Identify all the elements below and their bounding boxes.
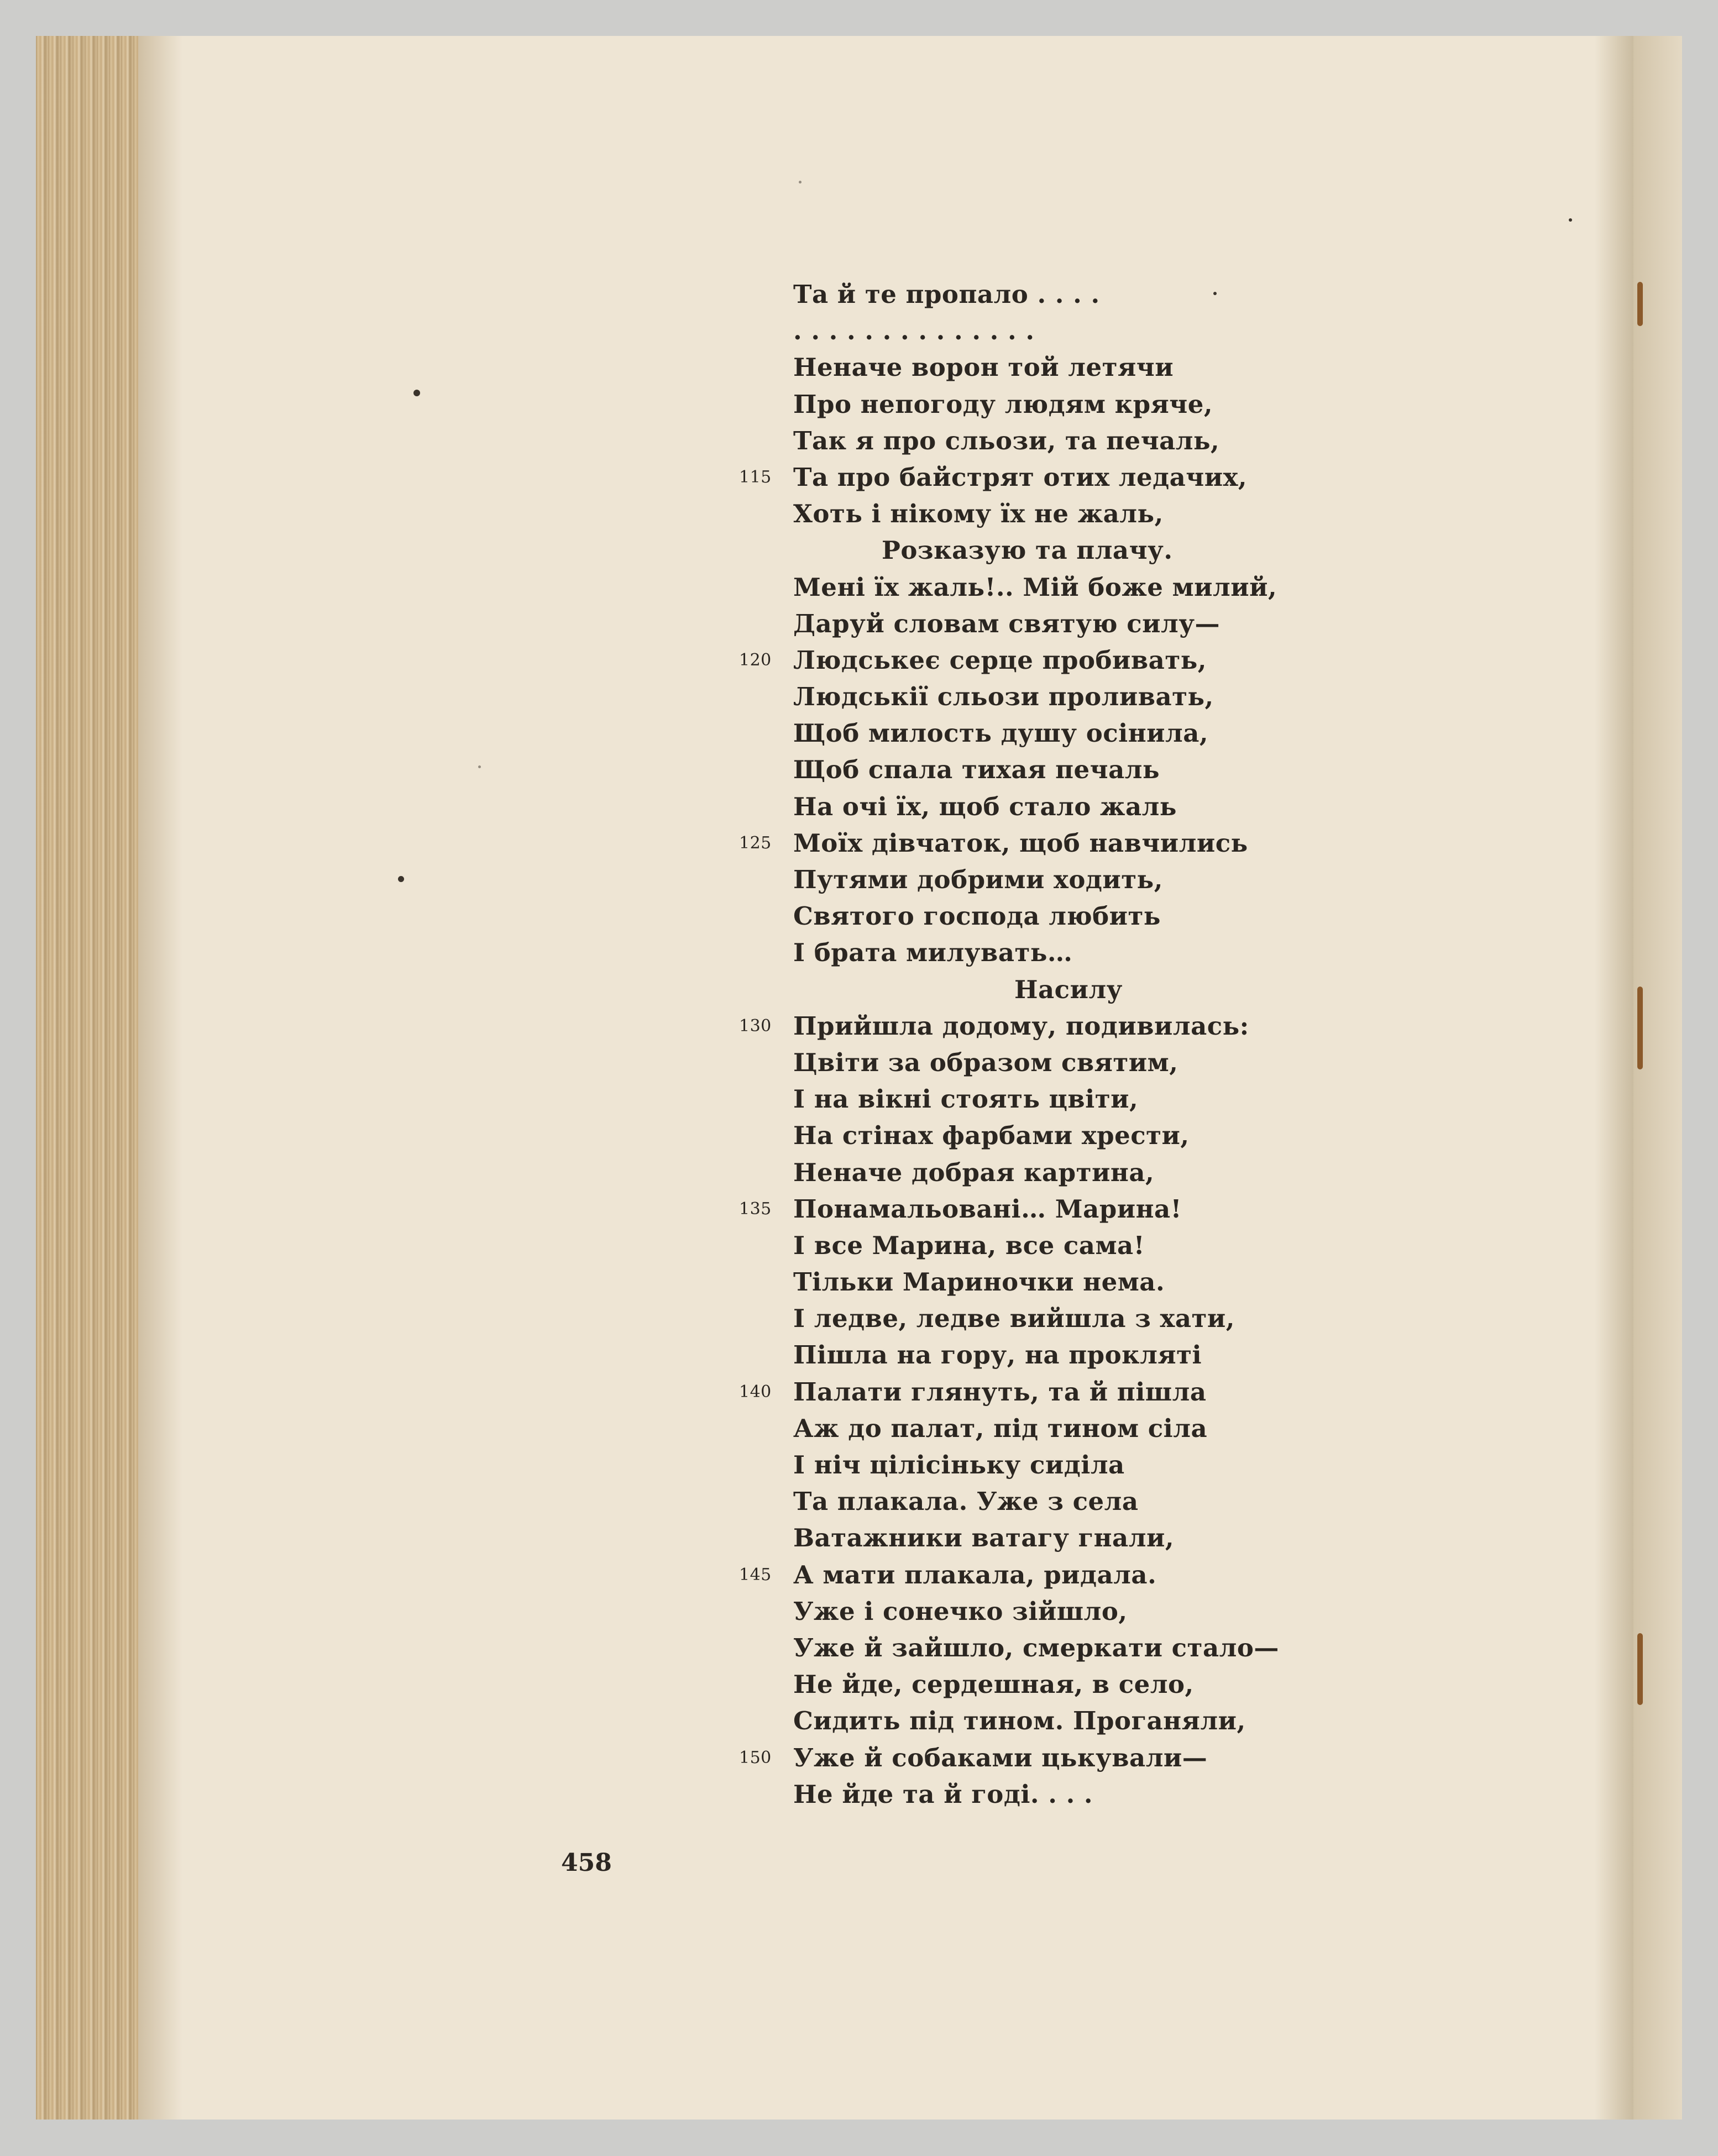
line-text: На очі їх, щоб стало жаль (793, 791, 1177, 821)
poem-line (793, 496, 1279, 532)
poem-text (739, 276, 1279, 1813)
poem-line (793, 752, 1279, 788)
line-text: Уже і сонечко зійшло, (793, 1596, 1128, 1626)
line-text: Палати глянуть, та й пішла (793, 1377, 1207, 1407)
poem-line (739, 825, 1279, 862)
poem-line (793, 1081, 1279, 1118)
line-text: Уже й зайшло, смеркати стало— (793, 1633, 1279, 1662)
page-edges (36, 36, 138, 2120)
line-text: Уже й собаками цькували— (793, 1743, 1208, 1772)
poem-line (793, 1410, 1279, 1447)
line-text: Путями добрими ходить, (793, 865, 1163, 894)
poem-line (793, 1155, 1279, 1191)
line-text: І брата милувать… (793, 938, 1073, 968)
line-text: Тільки Мариночки нема. (793, 1267, 1165, 1297)
line-text: Даруй словам святую силу— (793, 608, 1221, 638)
poem-line (793, 862, 1279, 898)
poem-line (793, 1337, 1279, 1373)
line-text: Пішла на гору, на прокляті (793, 1340, 1202, 1370)
poem-line (739, 1374, 1279, 1410)
line-text: Моїх дівчаток, щоб навчились (793, 828, 1248, 858)
line-text: Сидить під тином. Проганяли, (793, 1706, 1246, 1736)
line-text: Не йде та й годі. . . . (793, 1779, 1093, 1809)
ink-speck (398, 876, 404, 882)
line-number: 150 (739, 1748, 772, 1767)
line-text: Мені їх жаль!.. Мій боже милий, (793, 572, 1277, 602)
line-text: Аж до палат, під тином сіла (793, 1413, 1208, 1443)
line-number: 115 (739, 467, 772, 487)
poem-line (793, 789, 1279, 825)
poem-line (793, 1227, 1279, 1264)
line-text: Ватажники ватагу гнали, (793, 1523, 1174, 1553)
poem-line (793, 1703, 1279, 1739)
line-text: Так я про сльози, та печаль, (793, 426, 1220, 455)
poem-line (793, 532, 1279, 569)
line-text: І все Марина, все сама! (793, 1230, 1145, 1260)
binding-thread (1637, 1633, 1643, 1705)
poem-line (793, 1483, 1279, 1520)
ink-speck (413, 390, 420, 396)
line-text: Про непогоду людям кряче, (793, 389, 1213, 419)
binding-gutter (1595, 36, 1633, 2120)
scanned-page (36, 36, 1682, 2120)
poem-line (793, 679, 1279, 715)
binding-thread (1637, 282, 1643, 326)
next-page-edge (1633, 36, 1682, 2120)
poem-line (793, 972, 1279, 1008)
line-text: Та плакала. Уже з села (793, 1487, 1139, 1517)
poem-line (739, 1191, 1279, 1227)
line-text: . . . . . . . . . . . . . . (793, 316, 1035, 346)
line-text: Щоб милость душу осінила, (793, 718, 1209, 748)
line-text: А мати плакала, ридала. (793, 1560, 1157, 1590)
poem-line (793, 349, 1279, 386)
poem-line (793, 1630, 1279, 1666)
poem-line (739, 1557, 1279, 1593)
poem-line (793, 1300, 1279, 1337)
line-text: І на вікні стоять цвіти, (793, 1084, 1139, 1114)
line-text: Розказую та плачу. (882, 536, 1173, 565)
poem-line (793, 569, 1279, 606)
poem-line (793, 898, 1279, 935)
line-number: 130 (739, 1016, 772, 1036)
line-text: І ледве, ледве вийшла з хати, (793, 1304, 1235, 1334)
poem-line (793, 715, 1279, 752)
poem-line (793, 1520, 1279, 1556)
line-number: 140 (739, 1382, 772, 1402)
line-text: Хоть і нікому їх не жаль, (793, 499, 1164, 529)
poem-line (793, 935, 1279, 971)
line-number: 145 (739, 1565, 772, 1585)
poem-line (739, 1008, 1279, 1045)
ink-speck (1569, 218, 1572, 222)
poem-line (793, 606, 1279, 642)
poem-line (739, 459, 1279, 496)
line-text: Насилу (1014, 974, 1123, 1004)
line-text: Понамальовані… Марина! (793, 1194, 1182, 1224)
poem-line (793, 1045, 1279, 1081)
poem-line (793, 386, 1279, 423)
page-number: 458 (561, 1849, 612, 1877)
line-text: Людськеє серце пробивать, (793, 645, 1207, 675)
poem-line (793, 276, 1279, 313)
line-number: 125 (739, 833, 772, 853)
poem-line (793, 313, 1279, 349)
poem-line (793, 1447, 1279, 1483)
poem-line (793, 1593, 1279, 1630)
line-text: Та й те пропало . . . . (793, 280, 1100, 309)
poem-line (739, 642, 1279, 679)
binding-thread (1637, 987, 1643, 1069)
line-text: І ніч цілісіньку сиділа (793, 1450, 1125, 1480)
line-text: Неначе добрая картина, (793, 1157, 1155, 1187)
line-text: Неначе ворон той летячи (793, 353, 1174, 382)
line-text: Цвіти за образом святим, (793, 1047, 1178, 1077)
line-text: Святого господа любить (793, 901, 1161, 931)
line-text: Не йде, сердешная, в село, (793, 1670, 1194, 1699)
poem-line (793, 1118, 1279, 1154)
line-text: Прийшла додому, подивилась: (793, 1011, 1249, 1041)
line-text: Щоб спала тихая печаль (793, 755, 1160, 785)
poem-line (793, 423, 1279, 459)
line-text: На стінах фарбами хрести, (793, 1121, 1190, 1151)
line-number: 120 (739, 650, 772, 670)
ink-speck (478, 765, 481, 768)
line-number: 135 (739, 1199, 772, 1219)
page-edge-shadow (138, 36, 182, 2120)
poem-line (739, 1740, 1279, 1776)
poem-line (793, 1776, 1279, 1813)
poem-line (793, 1264, 1279, 1300)
ink-speck (799, 181, 802, 183)
line-text: Та про байстрят отих ледачих, (793, 462, 1248, 492)
line-text: Людськії сльози проливать, (793, 682, 1214, 712)
poem-line (793, 1666, 1279, 1703)
